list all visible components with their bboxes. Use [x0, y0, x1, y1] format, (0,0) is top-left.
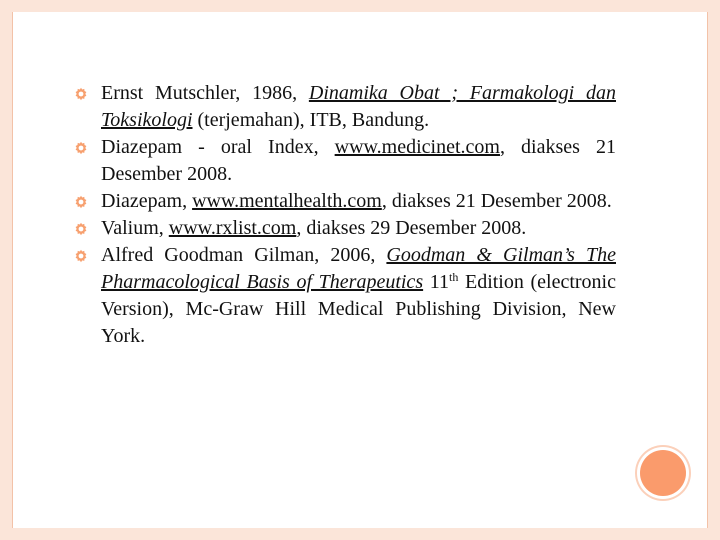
- reference-edition-number: 11: [423, 271, 449, 293]
- gear-icon: [74, 141, 88, 155]
- reference-prefix: Valium,: [101, 217, 169, 239]
- gear-icon: [74, 249, 88, 263]
- reference-list: [101, 80, 616, 350]
- reference-prefix: Diazepam - oral Index,: [101, 136, 335, 158]
- list-item: [101, 242, 616, 350]
- reference-title: Goodman & Gilman’s The Pharmacological Basis of Therapeutics: [101, 244, 616, 293]
- gear-icon: [74, 87, 88, 101]
- reference-link[interactable]: www.mentalhealth.com: [192, 190, 382, 212]
- list-item: [101, 215, 616, 242]
- reference-link[interactable]: www.medicinet.com: [334, 136, 500, 158]
- reference-author: Alfred Goodman Gilman, 2006,: [101, 244, 387, 266]
- reference-details: , diakses 21 Desember 2008.: [101, 136, 616, 185]
- gear-icon: [74, 195, 88, 209]
- reference-details: Edition (electronic Version), Mc-Graw Hill Medical Publishing Division, New York.: [101, 271, 616, 347]
- reference-details: , diakses 29 Desember 2008.: [296, 217, 527, 239]
- gear-icon: [74, 222, 88, 236]
- reference-title: Dinamika Obat ; Farmakologi dan Toksikologi: [101, 82, 616, 131]
- reference-details: , diakses 21 Desember 2008.: [381, 190, 612, 212]
- decorative-circle: [640, 450, 686, 496]
- reference-details: (terjemahan), ITB, Bandung.: [192, 109, 430, 131]
- list-item: [101, 80, 616, 134]
- list-item: [101, 134, 616, 188]
- reference-author: Ernst Mutschler, 1986,: [101, 82, 309, 104]
- list-item: [101, 188, 616, 215]
- reference-link[interactable]: www.rxlist.com: [168, 217, 297, 239]
- reference-prefix: Diazepam,: [101, 190, 193, 212]
- reference-edition-suffix: th: [449, 270, 459, 284]
